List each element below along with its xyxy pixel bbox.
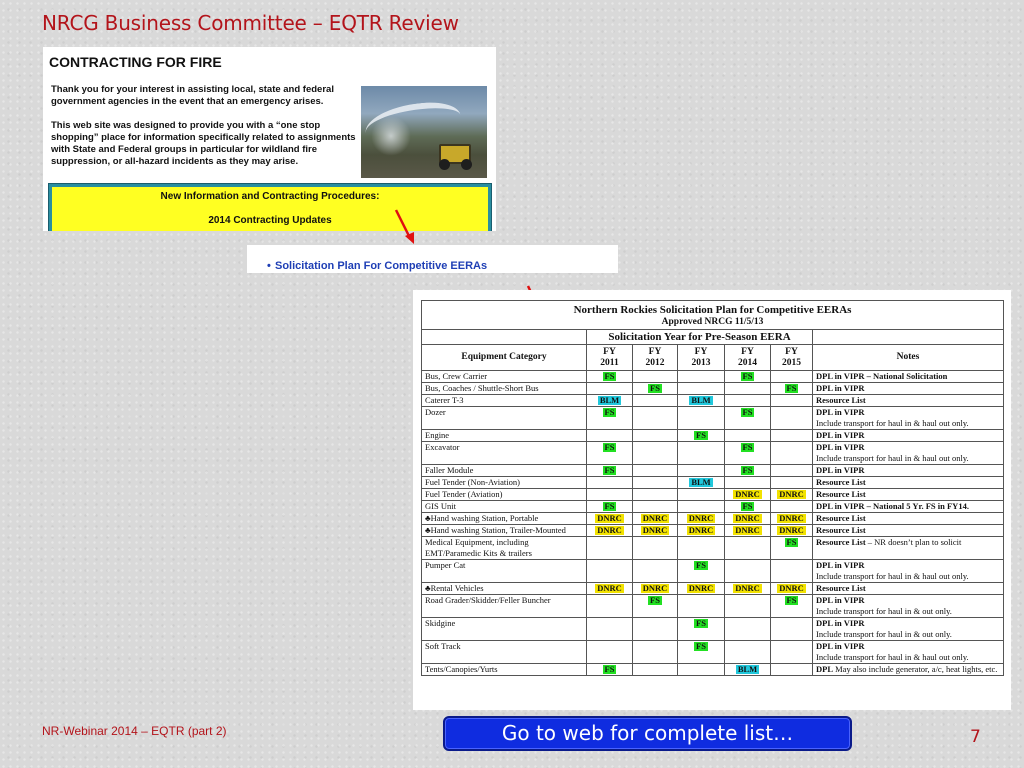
agency-tag: FS xyxy=(742,371,753,381)
notes-cell xyxy=(813,525,1004,537)
table-subtitle: Solicitation Year for Pre-Season EERA xyxy=(587,330,813,345)
year-cell xyxy=(771,618,813,641)
agency-tag: DNRC xyxy=(597,513,622,523)
year-cell xyxy=(678,664,725,676)
year-cell xyxy=(771,664,813,676)
year-cell xyxy=(725,407,771,430)
year-cell xyxy=(725,477,771,489)
note-main: DPL in VIPR xyxy=(816,383,865,393)
agency-tag: FS xyxy=(604,501,615,511)
note-extra: – NR doesn’t plan to solicit xyxy=(865,537,962,547)
new-info-heading: New Information and Contracting Procedures: xyxy=(160,191,380,202)
year-cell xyxy=(587,537,633,560)
slide-title: NRCG Business Committee – EQTR Review xyxy=(42,11,459,35)
intro-paragraph-1: Thank you for your interest in assisting local, state and federal government agencies in the event that an emergency arises. xyxy=(51,84,334,107)
note-main: Resource List xyxy=(816,489,866,499)
red-arrow-icon xyxy=(392,208,418,248)
agency-tag: DNRC xyxy=(642,513,668,523)
year-cell xyxy=(633,664,678,676)
year-cell xyxy=(633,477,678,489)
agency-tag: DNRC xyxy=(597,583,622,593)
year-cell xyxy=(678,618,725,641)
contracting-heading: CONTRACTING FOR FIRE xyxy=(49,54,222,70)
year-cell xyxy=(725,395,771,407)
agency-tag: FS xyxy=(696,641,706,651)
equipment-category-cell: Soft Track xyxy=(422,641,587,664)
table-row xyxy=(422,430,1004,442)
agency-tag: FS xyxy=(696,430,706,440)
year-cell xyxy=(678,383,725,395)
agency-tag: BLM xyxy=(599,395,620,405)
note-main: DPL in VIPR xyxy=(816,618,865,628)
solicitation-table-panel xyxy=(413,290,1011,710)
agency-tag: DNRC xyxy=(735,583,760,593)
year-value: 2014 xyxy=(738,357,757,368)
year-cell xyxy=(587,395,633,407)
table-row xyxy=(422,465,1004,477)
year-cell xyxy=(633,371,678,383)
year-cell xyxy=(633,489,678,501)
go-to-web-button[interactable]: Go to web for complete list… xyxy=(443,716,852,751)
agency-tag: DNRC xyxy=(779,525,804,535)
year-cell xyxy=(725,641,771,664)
table-row xyxy=(422,477,1004,489)
agency-tag: FS xyxy=(786,595,797,605)
year-fy-label: FY xyxy=(694,346,708,357)
year-cell xyxy=(725,383,771,395)
year-cell xyxy=(771,430,813,442)
year-cell xyxy=(771,595,813,618)
notes-cell xyxy=(813,383,1004,395)
agency-tag: FS xyxy=(786,537,797,547)
table-row xyxy=(422,595,1004,618)
note-extra: Include transport for haul in & haul out only. xyxy=(816,652,969,662)
year-cell xyxy=(678,560,725,583)
notes-cell xyxy=(813,641,1004,664)
agency-tag: FS xyxy=(604,371,615,381)
equipment-category-cell: Medical Equipment, including EMT/Paramedic Kits & trailers xyxy=(422,537,587,560)
agency-tag: DNRC xyxy=(688,513,714,523)
table-row xyxy=(422,641,1004,664)
year-cell xyxy=(771,583,813,595)
col-year-1 xyxy=(633,345,678,371)
year-value: 2012 xyxy=(645,357,665,368)
year-cell xyxy=(587,489,633,501)
solicitation-plan-link[interactable]: Solicitation Plan For Competitive EERAs xyxy=(275,260,488,272)
agency-tag: FS xyxy=(742,407,753,417)
year-cell xyxy=(633,430,678,442)
notes-cell xyxy=(813,395,1004,407)
agency-tag: FS xyxy=(604,465,615,475)
equipment-category-cell: ♣Hand washing Station, Portable xyxy=(422,513,587,525)
year-cell xyxy=(771,560,813,583)
notes-cell xyxy=(813,560,1004,583)
year-cell xyxy=(771,489,813,501)
notes-cell xyxy=(813,501,1004,513)
year-cell xyxy=(678,477,725,489)
note-main: DPL in VIPR – National 5 Yr. FS in FY14. xyxy=(816,501,969,511)
year-cell xyxy=(633,595,678,618)
year-cell xyxy=(633,537,678,560)
agency-tag: DNRC xyxy=(642,525,668,535)
year-cell xyxy=(725,513,771,525)
agency-tag: DNRC xyxy=(597,525,622,535)
note-main: Resource List xyxy=(816,513,866,523)
year-cell xyxy=(771,442,813,465)
year-cell xyxy=(678,525,725,537)
year-cell xyxy=(725,442,771,465)
year-cell xyxy=(771,513,813,525)
year-cell xyxy=(725,501,771,513)
agency-tag: FS xyxy=(742,465,753,475)
note-main: Resource List xyxy=(816,583,866,593)
agency-tag: DNRC xyxy=(688,583,714,593)
notes-cell xyxy=(813,465,1004,477)
note-main: Resource List xyxy=(816,477,866,487)
table-row xyxy=(422,560,1004,583)
new-info-box xyxy=(49,184,491,231)
year-cell xyxy=(725,371,771,383)
notes-cell xyxy=(813,513,1004,525)
footer-text: NR-Webinar 2014 – EQTR (part 2) xyxy=(42,724,227,738)
col-notes: Notes xyxy=(813,345,1004,371)
agency-tag: FS xyxy=(650,595,660,605)
equipment-category-cell: Excavator xyxy=(422,442,587,465)
year-cell xyxy=(633,525,678,537)
col-year-2 xyxy=(678,345,725,371)
note-extra: May also include generator, a/c, heat lights, etc. xyxy=(833,664,998,674)
note-main: Resource List xyxy=(816,395,866,405)
year-cell xyxy=(587,501,633,513)
equipment-category-cell: ♣Rental Vehicles xyxy=(422,583,587,595)
year-cell xyxy=(587,618,633,641)
agency-tag: DNRC xyxy=(735,513,760,523)
note-main: DPL in VIPR xyxy=(816,430,865,440)
year-cell xyxy=(587,383,633,395)
agency-tag: DNRC xyxy=(642,583,668,593)
note-main: DPL xyxy=(816,664,833,674)
equipment-category-cell: Pumper Cat xyxy=(422,560,587,583)
agency-tag: BLM xyxy=(737,664,758,674)
year-cell xyxy=(678,442,725,465)
col-equipment-category: Equipment Category xyxy=(422,345,587,371)
note-extra: Include transport for haul in & haul out only. xyxy=(816,418,969,428)
note-main: DPL in VIPR xyxy=(816,465,865,475)
year-cell xyxy=(633,560,678,583)
year-cell xyxy=(633,583,678,595)
notes-cell xyxy=(813,618,1004,641)
agency-tag: DNRC xyxy=(779,583,804,593)
notes-cell xyxy=(813,477,1004,489)
year-cell xyxy=(633,641,678,664)
agency-tag: FS xyxy=(742,501,753,511)
solicitation-table xyxy=(421,300,1004,676)
table-row xyxy=(422,371,1004,383)
notes-cell xyxy=(813,583,1004,595)
year-cell xyxy=(771,501,813,513)
agency-tag: DNRC xyxy=(779,513,804,523)
notes-cell xyxy=(813,442,1004,465)
year-cell xyxy=(678,513,725,525)
agency-tag: FS xyxy=(786,383,797,393)
table-row xyxy=(422,489,1004,501)
year-cell xyxy=(771,477,813,489)
year-value: 2011 xyxy=(600,357,619,368)
note-main: DPL in VIPR xyxy=(816,595,865,605)
agency-tag: FS xyxy=(604,442,615,452)
year-cell xyxy=(678,501,725,513)
year-cell xyxy=(587,583,633,595)
agency-tag: DNRC xyxy=(688,525,714,535)
col-year-4 xyxy=(771,345,813,371)
year-cell xyxy=(678,465,725,477)
table-title-cell xyxy=(422,301,1004,330)
notes-cell xyxy=(813,537,1004,560)
note-extra: Include transport for haul in & out only. xyxy=(816,606,952,616)
year-cell xyxy=(771,465,813,477)
equipment-category-cell: Bus, Coaches / Shuttle-Short Bus xyxy=(422,383,587,395)
year-fy-label: FY xyxy=(648,346,662,357)
year-cell xyxy=(725,560,771,583)
note-main: DPL in VIPR xyxy=(816,407,865,417)
year-value: 2015 xyxy=(782,357,801,368)
year-cell xyxy=(587,371,633,383)
year-fy-label: FY xyxy=(785,346,798,357)
year-cell xyxy=(633,407,678,430)
table-title: Northern Rockies Solicitation Plan for Competitive EERAs xyxy=(573,304,852,316)
table-row xyxy=(422,442,1004,465)
agency-tag: FS xyxy=(696,560,706,570)
equipment-category-cell: Caterer T-3 xyxy=(422,395,587,407)
solicitation-link-panel xyxy=(247,245,618,273)
agency-tag: FS xyxy=(650,383,660,393)
year-cell xyxy=(678,583,725,595)
year-cell xyxy=(587,641,633,664)
notes-cell xyxy=(813,407,1004,430)
notes-cell xyxy=(813,664,1004,676)
agency-tag: DNRC xyxy=(779,489,804,499)
contracting-updates-link[interactable]: 2014 Contracting Updates xyxy=(208,215,332,226)
equipment-category-cell: Engine xyxy=(422,430,587,442)
year-cell xyxy=(771,383,813,395)
agency-tag: FS xyxy=(604,664,615,674)
year-cell xyxy=(587,477,633,489)
notes-cell xyxy=(813,430,1004,442)
table-row xyxy=(422,407,1004,430)
agency-tag: FS xyxy=(696,618,706,628)
equipment-category-cell: Tents/Canopies/Yurts xyxy=(422,664,587,676)
year-cell xyxy=(587,430,633,442)
year-cell xyxy=(633,465,678,477)
year-cell xyxy=(587,442,633,465)
year-cell xyxy=(725,537,771,560)
note-main: DPL in VIPR – National Solicitation xyxy=(816,371,948,381)
water-spraying-vehicle-photo xyxy=(361,86,487,178)
year-cell xyxy=(633,383,678,395)
year-cell xyxy=(771,537,813,560)
page-number: 7 xyxy=(970,727,981,747)
equipment-category-cell: GIS Unit xyxy=(422,501,587,513)
year-cell xyxy=(771,371,813,383)
year-cell xyxy=(678,430,725,442)
table-row xyxy=(422,664,1004,676)
table-row xyxy=(422,525,1004,537)
note-extra: Include transport for haul in & out only. xyxy=(816,629,952,639)
table-row xyxy=(422,618,1004,641)
agency-tag: FS xyxy=(604,407,615,417)
year-cell xyxy=(633,618,678,641)
notes-cell xyxy=(813,489,1004,501)
year-cell xyxy=(587,560,633,583)
year-cell xyxy=(633,501,678,513)
agency-tag: BLM xyxy=(691,477,711,487)
year-cell xyxy=(678,371,725,383)
notes-cell xyxy=(813,595,1004,618)
year-cell xyxy=(771,407,813,430)
table-row xyxy=(422,537,1004,560)
year-cell xyxy=(678,537,725,560)
link-bullet: • xyxy=(267,260,271,272)
year-cell xyxy=(587,525,633,537)
note-main: DPL in VIPR xyxy=(816,560,865,570)
equipment-category-cell: Fuel Tender (Aviation) xyxy=(422,489,587,501)
equipment-category-cell: Skidgine xyxy=(422,618,587,641)
year-cell xyxy=(725,430,771,442)
year-cell xyxy=(725,664,771,676)
year-cell xyxy=(678,489,725,501)
equipment-category-cell: Faller Module xyxy=(422,465,587,477)
note-main: DPL in VIPR xyxy=(816,442,865,452)
year-cell xyxy=(725,489,771,501)
agency-tag: BLM xyxy=(691,395,711,405)
year-cell xyxy=(587,407,633,430)
year-cell xyxy=(771,525,813,537)
year-cell xyxy=(633,442,678,465)
note-main: DPL in VIPR xyxy=(816,641,865,651)
year-cell xyxy=(771,395,813,407)
table-row xyxy=(422,383,1004,395)
note-main: Resource List xyxy=(816,525,866,535)
note-extra: Include transport for haul in & haul out only. xyxy=(816,453,969,463)
year-cell xyxy=(587,664,633,676)
agency-tag: FS xyxy=(742,442,753,452)
year-cell xyxy=(633,513,678,525)
year-cell xyxy=(678,595,725,618)
year-cell xyxy=(633,395,678,407)
year-cell xyxy=(725,618,771,641)
table-approved: Approved NRCG 11/5/13 xyxy=(661,317,764,327)
year-fy-label: FY xyxy=(741,346,754,357)
year-cell xyxy=(771,641,813,664)
notes-cell xyxy=(813,371,1004,383)
year-cell xyxy=(587,595,633,618)
year-cell xyxy=(678,407,725,430)
equipment-category-cell: Bus, Crew Carrier xyxy=(422,371,587,383)
year-cell xyxy=(587,513,633,525)
agency-tag: DNRC xyxy=(735,489,760,499)
contracting-intro xyxy=(51,84,356,180)
year-cell xyxy=(725,465,771,477)
intro-paragraph-2: This web site was designed to provide you with a “one stop shopping” place for information specifically related to assignments with State and Federal groups in particular for wildland fire suppression, or all-hazard incidents as they may arise. xyxy=(51,120,356,167)
table-row xyxy=(422,395,1004,407)
table-row xyxy=(422,513,1004,525)
col-year-0 xyxy=(587,345,633,371)
year-cell xyxy=(725,525,771,537)
year-cell xyxy=(678,395,725,407)
equipment-category-cell: Fuel Tender (Non-Aviation) xyxy=(422,477,587,489)
note-main: Resource List xyxy=(816,537,866,547)
equipment-category-cell: Road Grader/Skidder/Feller Buncher xyxy=(422,595,587,618)
col-year-3 xyxy=(725,345,771,371)
year-cell xyxy=(725,583,771,595)
contracting-panel xyxy=(43,47,496,231)
year-cell xyxy=(725,595,771,618)
year-fy-label: FY xyxy=(603,346,616,357)
equipment-category-cell: Dozer xyxy=(422,407,587,430)
year-cell xyxy=(587,465,633,477)
note-extra: Include transport for haul in & haul out only. xyxy=(816,571,969,581)
agency-tag: DNRC xyxy=(735,525,760,535)
table-row xyxy=(422,501,1004,513)
year-cell xyxy=(678,641,725,664)
table-row xyxy=(422,583,1004,595)
equipment-category-cell: ♣Hand washing Station, Trailer-Mounted xyxy=(422,525,587,537)
year-value: 2013 xyxy=(691,357,711,368)
